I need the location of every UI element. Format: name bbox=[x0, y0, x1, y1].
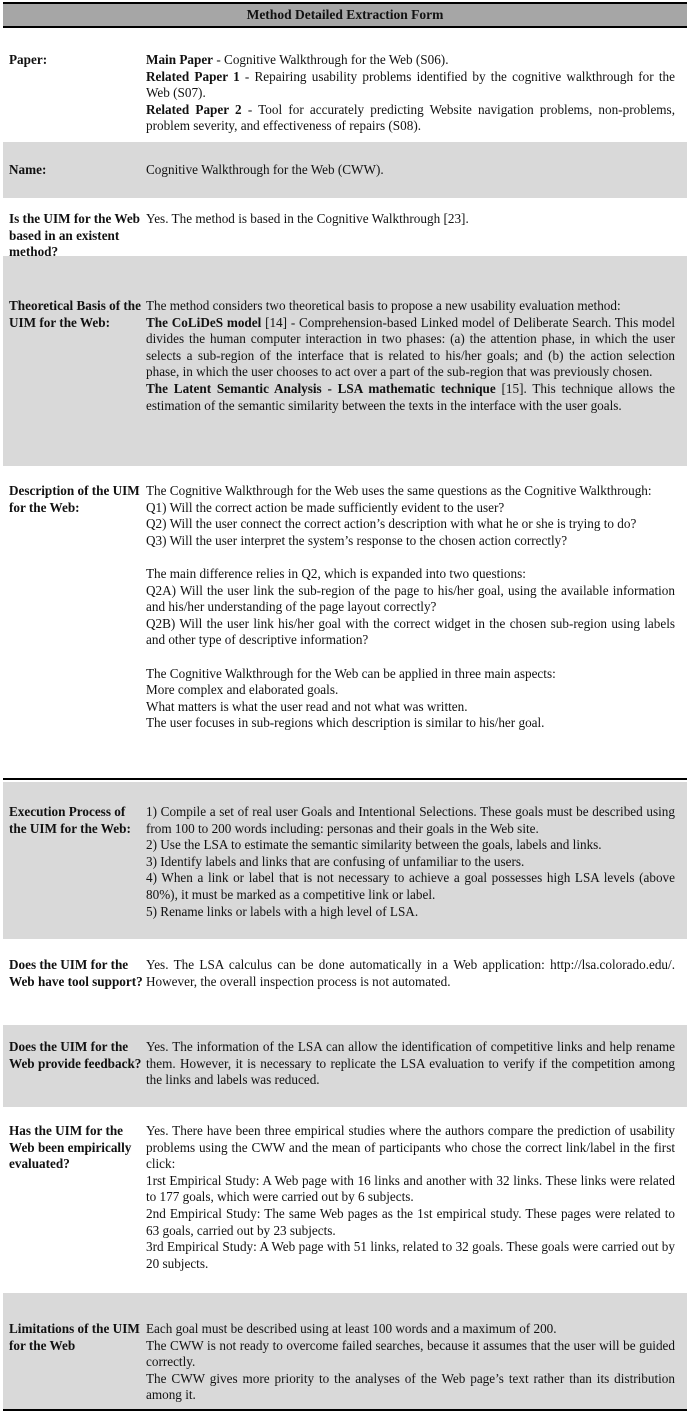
row-content: Yes. The LSA calculus can be done automatically in a Web application: http://lsa.colorado.edu/. However, the overall inspection process is not automated. bbox=[146, 957, 675, 989]
row-label: Description of the UIM for the Web: bbox=[9, 483, 140, 515]
form-title: Method Detailed Extraction Form bbox=[3, 2, 687, 28]
description-difference: The main difference relies in Q2, which is expanded into two questions: bbox=[146, 565, 526, 581]
row-description bbox=[3, 466, 687, 780]
colides-text: [14] - Comprehension-based Linked model of Deliberate Search. This model divides the human computer interaction in two phases: (a) the attention phase, in which the user selects a sub-region of the interface that is related to his/her goals; and (b) the action selection phase, in which the user chooses to act over a part of the sub-region that was previously chosen. bbox=[146, 314, 675, 380]
row-empirical-evaluation bbox=[3, 1107, 687, 1293]
lsa-title: The Latent Semantic Analysis - LSA mathematic technique bbox=[146, 380, 496, 396]
row-tool-support bbox=[3, 939, 687, 1025]
row-name bbox=[3, 142, 687, 198]
row-content bbox=[146, 1321, 675, 1409]
paper-line bbox=[146, 102, 675, 135]
row-label: Limitations of the UIM for the Web bbox=[9, 1321, 140, 1353]
paper-line-text: - Cognitive Walkthrough for the Web (S06). bbox=[213, 52, 449, 67]
row-paper bbox=[3, 28, 687, 142]
spacer bbox=[146, 649, 675, 666]
paper-line bbox=[146, 69, 675, 102]
theory-intro: The method considers two theoretical basis to propose a new usability evaluation method: bbox=[146, 298, 621, 313]
empirical-study: 3rd Empirical Study: A Web page with 51 links, related to 32 goals. These goals were carried out by 20 subjects. bbox=[146, 1239, 675, 1271]
question-q1: Q1) Will the correct action be made sufficiently evident to the user? bbox=[146, 499, 505, 515]
row-label: Theoretical Basis of the UIM for the Web: bbox=[9, 298, 141, 330]
paper-line-title: Main Paper bbox=[146, 52, 214, 67]
row-content bbox=[146, 1123, 675, 1293]
row-theoretical-basis bbox=[3, 256, 687, 466]
spacer bbox=[146, 549, 675, 566]
row-label: Has the UIM for the Web been empirically evaluated? bbox=[9, 1123, 132, 1172]
aspect-item: What matters is what the user read and not what was written. bbox=[146, 698, 468, 714]
row-label: Execution Process of the UIM for the Web: bbox=[9, 804, 131, 836]
description-aspects: The Cognitive Walkthrough for the Web can be applied in three main aspects: bbox=[146, 665, 556, 681]
aspect-item: More complex and elaborated goals. bbox=[146, 682, 339, 698]
theory-lsa bbox=[146, 381, 675, 414]
empirical-study: 1rst Empirical Study: A Web page with 16 links and another with 32 links. These links were related to 177 goals, which were carried out by 6 subjects. bbox=[146, 1172, 675, 1205]
question-q2: Q2) Will the user connect the correct action’s description with what he or she is trying to do? bbox=[146, 516, 637, 532]
row-label: Paper: bbox=[9, 52, 48, 67]
aspect-item: The user focuses in sub-regions which description is similar to his/her goal. bbox=[146, 715, 545, 731]
question-q3: Q3) Will the user interpret the system’s response to the chosen action correctly? bbox=[146, 532, 568, 548]
row-content bbox=[146, 298, 675, 466]
row-content bbox=[146, 804, 675, 939]
execution-step: 3) Identify labels and links that are confusing of unfamiliar to the users. bbox=[146, 853, 525, 869]
paper-line-title: Related Paper 1 bbox=[146, 68, 240, 84]
paper-line-title: Related Paper 2 bbox=[146, 101, 242, 117]
row-content: Yes. The method is based in the Cognitive Walkthrough [23]. bbox=[146, 211, 469, 226]
row-label: Does the UIM for the Web have tool support? bbox=[9, 957, 143, 989]
row-content: Yes. The information of the LSA can allow the identification of competitive links and help rename them. However, it is necessary to replicate the LSA evaluation to verify if the competition among the links and labels was reduced. bbox=[146, 1039, 675, 1088]
question-q2a: Q2A) Will the user link the sub-region of the page to his/her goal, using the available information and his/her understanding of the page layout correctly? bbox=[146, 582, 675, 615]
row-label: Does the UIM for the Web provide feedback? bbox=[9, 1039, 142, 1071]
description-intro: The Cognitive Walkthrough for the Web uses the same questions as the Cognitive Walkthrough: bbox=[146, 483, 652, 498]
execution-step: 4) When a link or label that is not necessary to achieve a goal possesses high LSA levels (above 80%), it must be marked as a competitive link or label. bbox=[146, 870, 675, 902]
row-label: Is the UIM for the Web based in an existent method? bbox=[9, 211, 141, 260]
row-execution-process bbox=[3, 782, 687, 939]
limitation-item: The CWW gives more priority to the analyses of the Web page’s text rather than its distribution among it. bbox=[146, 1370, 675, 1403]
row-limitations bbox=[3, 1293, 687, 1411]
paper-line bbox=[146, 52, 675, 69]
limitation-item: Each goal must be described using at least 100 words and a maximum of 200. bbox=[146, 1321, 557, 1336]
row-content bbox=[146, 483, 675, 778]
limitation-item: The CWW is not ready to overcome failed searches, because it assumes that the user will be guided correctly. bbox=[146, 1337, 675, 1370]
row-feedback bbox=[3, 1025, 687, 1107]
paper-line-text: - Repairing usability problems identified by the cognitive walkthrough for the Web (S07). bbox=[146, 68, 675, 101]
paper-line-text: - Tool for accurately predicting Website navigation problems, non-problems, problem severity, and effectiveness of repairs (S08). bbox=[146, 101, 675, 134]
theory-colides bbox=[146, 315, 675, 381]
row-label: Name: bbox=[9, 162, 47, 177]
question-q2b: Q2B) Will the user link his/her goal with the correct widget in the chosen sub-region using labels and other type of descriptive information? bbox=[146, 615, 675, 648]
execution-step: 1) Compile a set of real user Goals and Intentional Selections. These goals must be described using from 100 to 200 words including: personas and their goals in the Web site. bbox=[146, 804, 675, 836]
execution-step: 5) Rename links or labels with a high level of LSA. bbox=[146, 903, 419, 919]
execution-step: 2) Use the LSA to estimate the semantic similarity between the goals, labels and links. bbox=[146, 837, 602, 853]
colides-title: The CoLiDeS model bbox=[146, 314, 262, 330]
row-content: Cognitive Walkthrough for the Web (CWW). bbox=[146, 162, 384, 177]
empirical-study: 2nd Empirical Study: The same Web pages as the 1st empirical study. These pages were related to 63 goals, carried out by 23 subjects. bbox=[146, 1205, 675, 1238]
empirical-intro: Yes. There have been three empirical studies where the authors compare the prediction of usability problems using the CWW and the mean of participants who chose the correct link/label in the first click: bbox=[146, 1123, 675, 1172]
row-content bbox=[146, 52, 675, 142]
lsa-text: [15]. This technique allows the estimation of the semantic similarity between the texts in the interface with the user goals. bbox=[146, 380, 675, 413]
row-based-on-existing-method bbox=[3, 198, 687, 260]
extraction-form bbox=[3, 2, 687, 1411]
